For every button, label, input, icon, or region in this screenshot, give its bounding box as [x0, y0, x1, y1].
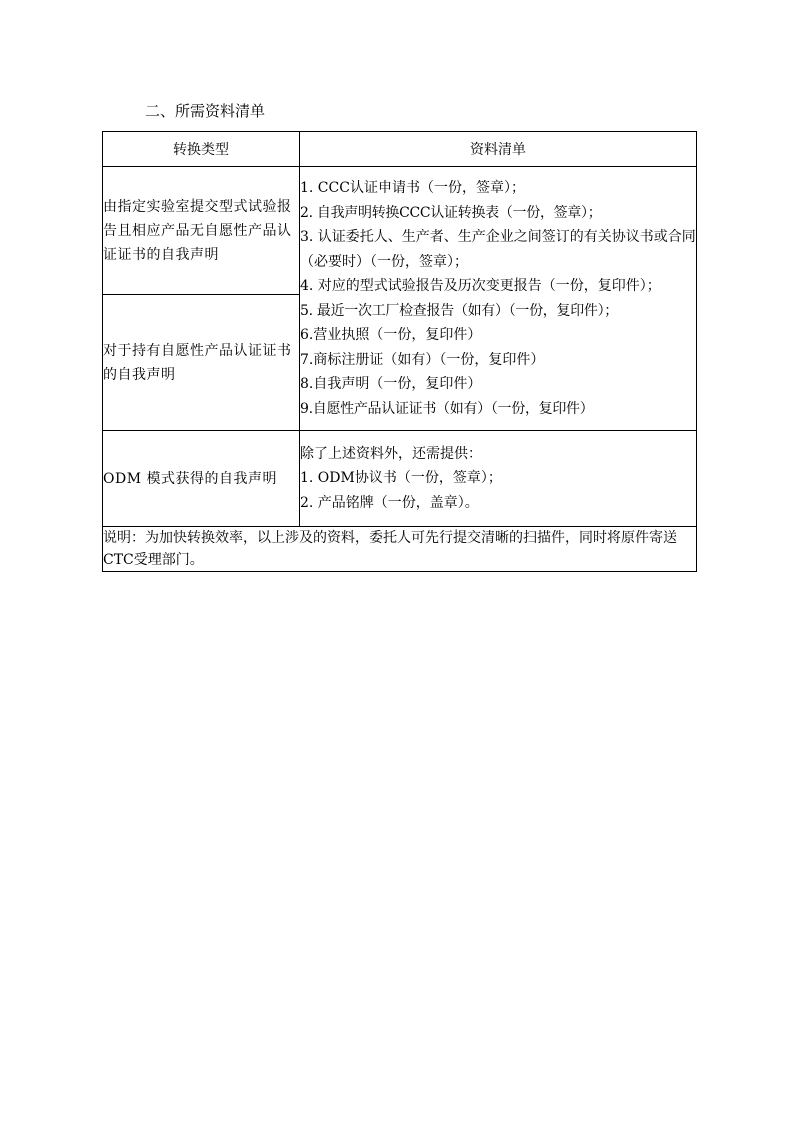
list-item: 3. 认证委托人、生产者、生产企业之间签订的有关协议书或合同（必要时）（一份，签章）； — [300, 229, 696, 270]
list-item: 1. ODM协议书（一份，签章）； — [300, 470, 502, 487]
document-list-cell — [300, 167, 697, 431]
table-row — [103, 527, 697, 572]
table-header-row — [103, 132, 697, 167]
list-item: 8.自我声明（一份，复印件） — [300, 376, 482, 392]
header-document-list: 资料清单 — [300, 132, 697, 167]
table-row — [103, 167, 697, 295]
document-list-cell — [300, 431, 697, 527]
requirements-table-wrapper — [102, 131, 696, 572]
list-item: 9.自愿性产品认证证书（如有）（一份，复印件） — [300, 400, 594, 417]
conversion-type-cell: 由指定实验室提交型式试验报告且相应产品无自愿性产品认证证书的自我声明 — [103, 167, 300, 295]
table-row — [103, 431, 697, 527]
list-item: 除了上述资料外，还需提供： — [300, 445, 482, 462]
requirements-table — [102, 131, 697, 572]
list-item: 1. CCC认证申请书（一份，签章）； — [300, 180, 525, 196]
header-conversion-type: 转换类型 — [103, 132, 300, 167]
conversion-type-cell: 对于持有自愿性产品认证证书的自我声明 — [103, 295, 300, 431]
conversion-type-cell: ODM 模式获得的自我声明 — [103, 431, 300, 527]
list-item: 5. 最近一次工厂检查报告（如有）（一份，复印件）； — [300, 302, 619, 319]
list-item: 6.营业执照（一份，复印件） — [300, 327, 482, 343]
list-item: 2. 自我声明转换CCC认证转换表（一份，签章）； — [300, 204, 602, 221]
list-item: 4. 对应的型式试验报告及历次变更报告（一份，复印件）； — [300, 278, 661, 294]
list-item: 7.商标注册证（如有）（一份，复印件） — [300, 351, 545, 368]
note-cell: 说明：为加快转换效率，以上涉及的资料，委托人可先行提交清晰的扫描件，同时将原件寄送CTC受理部门。 — [103, 527, 697, 572]
section-title: 二、所需资料清单 — [145, 102, 266, 120]
list-item: 2. 产品铭牌（一份，盖章）。 — [300, 494, 479, 511]
